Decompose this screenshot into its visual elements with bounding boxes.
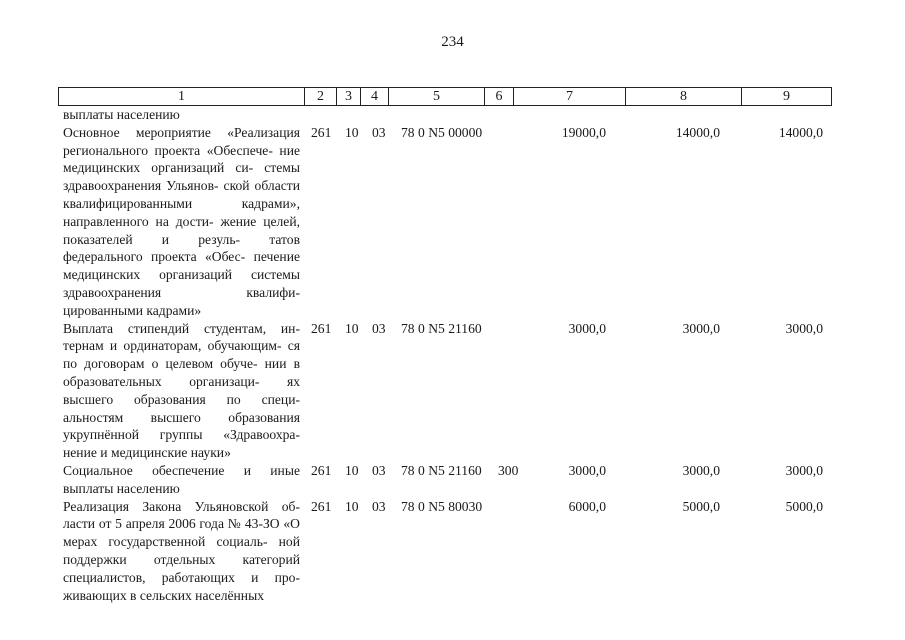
header-col-9: 9 <box>742 88 832 106</box>
header-col-6: 6 <box>485 88 514 106</box>
table-row <box>0 498 905 605</box>
row-description: Реализация Закона Ульяновской об- ласти от 5 апреля 2006 года № 43-ЗО «О мерах государственной социаль- ной поддержки отдельных категорий специалистов, работающих и про- живающих в сельских населённых <box>63 498 300 603</box>
header-col-3: 3 <box>337 88 361 106</box>
cell-col-7: 19000,0 <box>561 124 606 140</box>
cell-col-9: 14000,0 <box>778 124 823 140</box>
cell-col-8: 3000,0 <box>682 320 720 336</box>
cell-col-2: 261 <box>311 462 332 478</box>
cell-col-9: 5000,0 <box>785 498 823 514</box>
table-row <box>0 320 905 462</box>
cell-col-2: 261 <box>311 320 332 336</box>
header-col-2: 2 <box>305 88 337 106</box>
cell-col-7: 3000,0 <box>568 320 606 336</box>
cell-col-4: 03 <box>372 320 386 336</box>
row-description: Выплата стипендий студентам, ин- тернам и ординаторам, обучающим- ся по договорам о целевом обуче- нии в образовательных организаци- ях высшего образования по специ- альностям высшего образования укрупнённой группы «Здравоохра- нение и медицинские науки» <box>63 320 300 461</box>
header-col-4: 4 <box>361 88 389 106</box>
cell-col-3: 10 <box>345 124 359 140</box>
cell-col-9: 3000,0 <box>785 462 823 478</box>
cell-col-4: 03 <box>372 124 386 140</box>
cell-col-2: 261 <box>311 124 332 140</box>
header-col-8: 8 <box>626 88 742 106</box>
table-row <box>0 462 905 498</box>
column-header-table <box>58 87 832 106</box>
cell-col-8: 14000,0 <box>675 124 720 140</box>
cell-col-7: 3000,0 <box>568 462 606 478</box>
cell-col-8: 5000,0 <box>682 498 720 514</box>
cell-col-9: 3000,0 <box>785 320 823 336</box>
header-col-7: 7 <box>514 88 626 106</box>
row-description: выплаты населению <box>63 107 180 122</box>
cell-col-4: 03 <box>372 462 386 478</box>
cell-col-5: 78 0 N5 21160 <box>401 462 482 478</box>
cell-col-3: 10 <box>345 320 359 336</box>
row-description: Основное мероприятие «Реализация регионального проекта «Обеспече- ние медицинских организаций си- стемы здравоохранения Ульянов- ской области квалифицированными кадрами», направленного на дости- жение целей, показателей и резуль- татов федерального проекта «Обес- печение медицинских организаций системы здравоохранения квалифи- цированными кадрами» <box>63 124 300 318</box>
cell-col-5: 78 0 N5 21160 <box>401 320 482 336</box>
cell-col-3: 10 <box>345 498 359 514</box>
header-col-5: 5 <box>389 88 485 106</box>
table-body <box>0 106 905 604</box>
cell-col-6: 300 <box>498 462 519 478</box>
cell-col-8: 3000,0 <box>682 462 720 478</box>
cell-col-5: 78 0 N5 80030 <box>401 498 483 514</box>
cell-col-2: 261 <box>311 498 332 514</box>
cell-col-4: 03 <box>372 498 386 514</box>
row-description: Социальное обеспечение и иные выплаты населению <box>63 462 300 496</box>
cell-col-3: 10 <box>345 462 359 478</box>
cell-col-7: 6000,0 <box>568 498 606 514</box>
header-col-1: 1 <box>59 88 305 106</box>
page-number: 234 <box>441 34 464 50</box>
table-row <box>0 106 905 124</box>
table-row <box>0 124 905 320</box>
header-row <box>59 88 832 106</box>
cell-col-5: 78 0 N5 00000 <box>401 124 483 140</box>
